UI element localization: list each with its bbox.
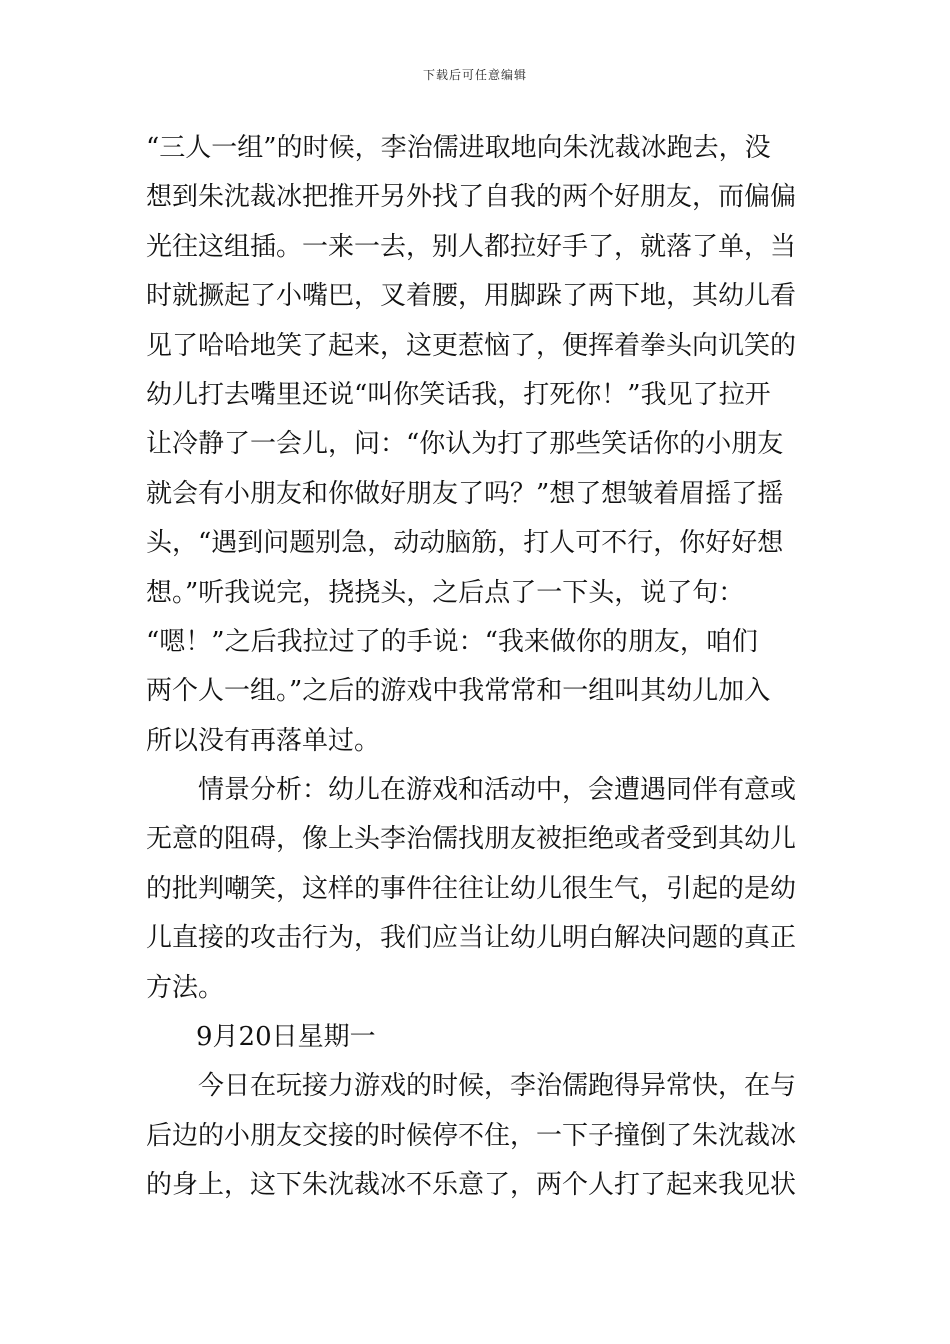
- paragraph-start-line: 今日在玩接力游戏的时候，李治儒跑得异常快，在与: [198, 1071, 797, 1102]
- text-line: 幼儿打去嘴里还说“叫你笑话我，打死你！”我见了拉开: [146, 379, 771, 410]
- text-line: 想到朱沈裁冰把推开另外找了自我的两个好朋友，而偏偏: [146, 182, 797, 213]
- text-line: 儿直接的攻击行为，我们应当让幼儿明白解决问题的真正: [146, 923, 797, 954]
- text-line: 想。”听我说完，挠挠头，之后点了一下头，说了句：: [146, 577, 745, 608]
- text-line: 所以没有再落单过。: [146, 725, 381, 756]
- document-body: [146, 124, 812, 1211]
- text-line: 头，“遇到问题别急，动动脑筋，打人可不行，你好好想: [146, 528, 784, 559]
- text-line: 的身上，这下朱沈裁冰不乐意了，两个人打了起来我见状: [146, 1170, 797, 1201]
- page-header: 下载后可任意编辑: [422, 68, 527, 82]
- text-line: 就会有小朋友和你做好朋友了吗？”想了想皱着眉摇了摇: [146, 478, 784, 509]
- paragraph-start-line: 情景分析：幼儿在游戏和活动中，会遭遇同伴有意或: [198, 775, 797, 806]
- text-line: 的批判嘲笑，这样的事件往往让幼儿很生气，引起的是幼: [146, 873, 797, 904]
- text-line: 光往这组插。一来一去，别人都拉好手了，就落了单，当: [146, 231, 797, 262]
- text-line: 让冷静了一会儿，问：“你认为打了那些笑话你的小朋友: [146, 429, 784, 460]
- text-line: 见了哈哈地笑了起来，这更惹恼了，便挥着拳头向讥笑的: [146, 330, 797, 361]
- text-line: 无意的阻碍，像上头李治儒找朋友被拒绝或者受到其幼儿: [146, 824, 797, 855]
- text-line: 后边的小朋友交接的时候停不住，一下子撞倒了朱沈裁冰: [146, 1120, 797, 1151]
- text-line: “三人一组”的时候，李治儒进取地向朱沈裁冰跑去，没: [146, 133, 771, 163]
- date-heading: 9月20日星期一: [196, 1022, 376, 1053]
- text-line: 两个人一组。”之后的游戏中我常常和一组叫其幼儿加入: [146, 676, 771, 707]
- text-line: “嗯！”之后我拉过了的手说：“我来做你的朋友，咱们: [146, 626, 758, 657]
- text-line: 方法。: [146, 972, 225, 1003]
- text-line: 时就撅起了小嘴巴，叉着腰，用脚跺了两下地，其幼儿看: [146, 281, 797, 312]
